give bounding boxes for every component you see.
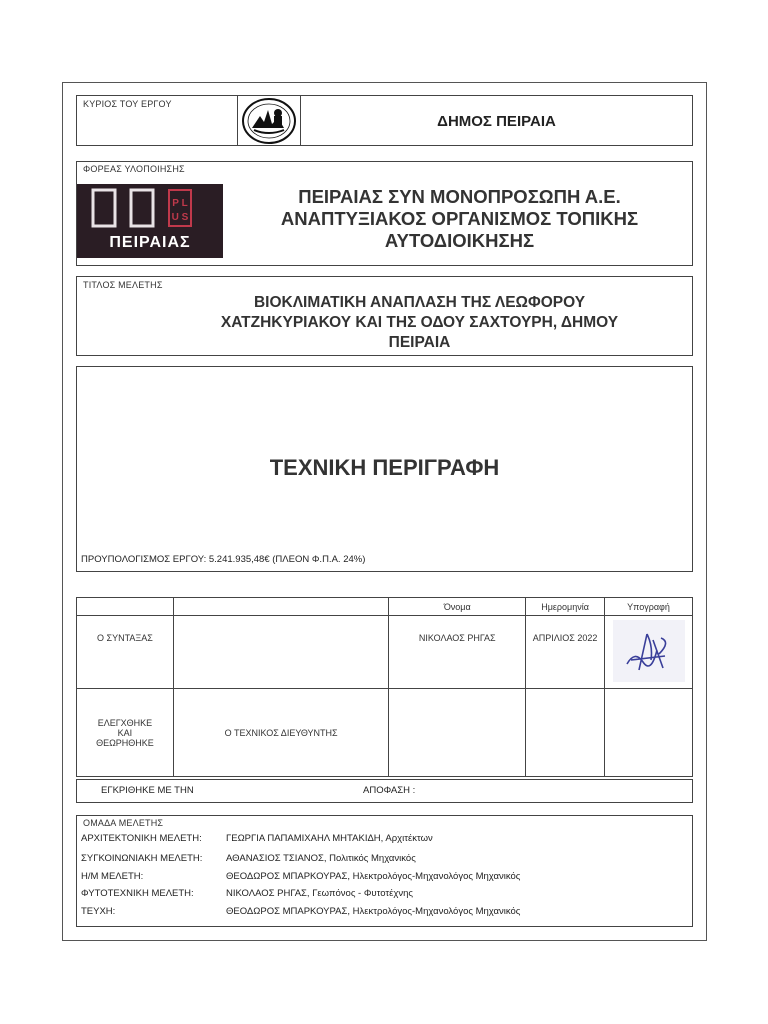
team-person: ΘΕΟΔΩΡΟΣ ΜΠΑΡΚΟΥΡΑΣ, Ηλεκτρολόγος-Μηχανολόγος Μηχανικός: [226, 871, 521, 882]
team-person: ΓΕΩΡΓΙΑ ΠΑΠΑΜΙΧΑΗΛ ΜΗΤΑΚΙΔΗ, Αρχιτέκτων: [226, 833, 433, 844]
table-row: [77, 689, 693, 777]
empty-cell: [173, 616, 389, 689]
approval-row: [76, 779, 693, 803]
table-header-row: [77, 598, 693, 616]
study-title-line: ΧΑΤΖΗΚΥΡΙΑΚΟΥ ΚΑΙ ΤΗΣ ΟΔΟΥ ΣΑΧΤΟΥΡΗ, ΔΗΜΟΥ: [220, 314, 619, 331]
checked-role-line: ΕΛΕΓΧΘΗΚΕ: [97, 717, 153, 728]
empty-cell: [389, 689, 526, 777]
team-role: Η/Μ ΜΕΛΕΤΗ:: [81, 871, 144, 882]
author-role: Ο ΣΥΝΤΑΞΑΣ: [77, 616, 174, 689]
team-member: [81, 853, 416, 864]
document-title-section: [76, 366, 693, 572]
header-date: Ημερομηνία: [526, 598, 605, 616]
study-title-line: ΒΙΟΚΛΙΜΑΤΙΚΗ ΑΝΑΠΛΑΣΗ ΤΗΣ ΛΕΩΦΟΡΟΥ: [253, 294, 586, 311]
decision-label: ΑΠΟΦΑΣΗ :: [363, 785, 416, 796]
operator-label: ΦΟΡΕΑΣ ΥΛΟΠΟΙΗΣΗΣ: [83, 164, 185, 174]
seal-icon: [238, 96, 300, 145]
owner-label: ΚΥΡΙΟΣ ΤΟΥ ΕΡΓΟΥ: [83, 99, 172, 109]
study-title-line: ΠΕΙΡΑΙΑ: [388, 334, 451, 351]
team-member: [81, 888, 413, 899]
owner-section: [76, 95, 693, 146]
checked-role: [77, 689, 174, 777]
checked-role-line: ΘΕΩΡΗΘΗΚΕ: [96, 737, 154, 748]
checked-by: Ο ΤΕΧΝΙΚΟΣ ΔΙΕΥΘΥΝΤΗΣ: [173, 689, 389, 777]
header-name: Όνομα: [389, 598, 526, 616]
operator-name: [227, 186, 692, 252]
author-date: ΑΠΡΙΛΙΟΣ 2022: [526, 616, 605, 689]
operator-name-line: ΑΝΑΠΤΥΞΙΑΚΟΣ ΟΡΓΑΝΙΣΜΟΣ ΤΟΠΙΚΗΣ: [280, 208, 639, 229]
study-label: ΤΙΤΛΟΣ ΜΕΛΕΤΗΣ: [83, 280, 163, 290]
team-member: [81, 906, 520, 917]
municipality-seal: [237, 96, 301, 145]
study-team-section: [76, 815, 693, 927]
empty-cell: [77, 598, 174, 616]
operator-section: [76, 161, 693, 266]
team-role: ΣΥΓΚΟΙΝΩΝΙΑΚΗ ΜΕΛΕΤΗ:: [81, 853, 203, 864]
signature-table: [76, 597, 693, 777]
author-name: ΝΙΚΟΛΑΟΣ ΡΗΓΑΣ: [389, 616, 526, 689]
empty-cell: [526, 689, 605, 777]
document-title: ΤΕΧΝΙΚΗ ΠΕΡΙΓΡΑΦΗ: [269, 455, 500, 480]
team-role: ΦΥΤΟΤΕΧΝΙΚΗ ΜΕΛΕΤΗ:: [81, 888, 194, 899]
empty-cell: [173, 598, 389, 616]
team-person: ΝΙΚΟΛΑΟΣ ΡΗΓΑΣ, Γεωπόνος - Φυτοτέχνης: [226, 888, 413, 899]
header-signature: Υπογραφή: [605, 598, 693, 616]
logo-word: ΠΕΙΡΑΙΑΣ: [109, 234, 191, 251]
author-signature: [605, 616, 693, 689]
study-title: [167, 293, 672, 353]
empty-cell: [605, 689, 693, 777]
project-budget: ΠΡΟΥΠΟΛΟΓΙΣΜΟΣ ΕΡΓΟΥ: 5.241.935,48€ (ΠΛΕΟΝ Φ.Π.Α. 24%): [81, 554, 366, 565]
team-person: ΘΕΟΔΩΡΟΣ ΜΠΑΡΚΟΥΡΑΣ, Ηλεκτρολόγος-Μηχανολόγος Μηχανικός: [226, 906, 521, 917]
approved-with: ΕΓΚΡΙΘΗΚΕ ΜΕ ΤΗΝ: [101, 785, 194, 796]
svg-text:U S: U S: [171, 212, 189, 223]
owner-name: ΔΗΜΟΣ ΠΕΙΡΑΙΑ: [437, 113, 556, 130]
team-person: ΑΘΑΝΑΣΙΟΣ ΤΣΙΑΝΟΣ, Πολιτικός Μηχανικός: [226, 853, 416, 864]
study-title-section: [76, 276, 693, 356]
table-row: [77, 616, 693, 689]
team-role: ΤΕΥΧΗ:: [81, 906, 116, 917]
operator-name-line: ΑΥΤΟΔΙΟΙΚΗΣΗΣ: [384, 230, 535, 251]
team-role: ΑΡΧΙΤΕΚΤΟΝΙΚΗ ΜΕΛΕΤΗ:: [81, 833, 202, 844]
team-member: [81, 833, 433, 844]
signature-icon: [613, 620, 685, 682]
operator-name-line: ΠΕΙΡΑΙΑΣ ΣΥΝ ΜΟΝΟΠΡΟΣΩΠΗ Α.Ε.: [298, 186, 621, 207]
team-label: ΟΜΑΔΑ ΜΕΛΕΤΗΣ: [83, 818, 164, 828]
checked-role-line: ΚΑΙ: [117, 727, 133, 738]
peiraias-plus-logo: [77, 184, 223, 258]
svg-text:P L: P L: [172, 198, 188, 209]
team-member: [81, 871, 520, 882]
